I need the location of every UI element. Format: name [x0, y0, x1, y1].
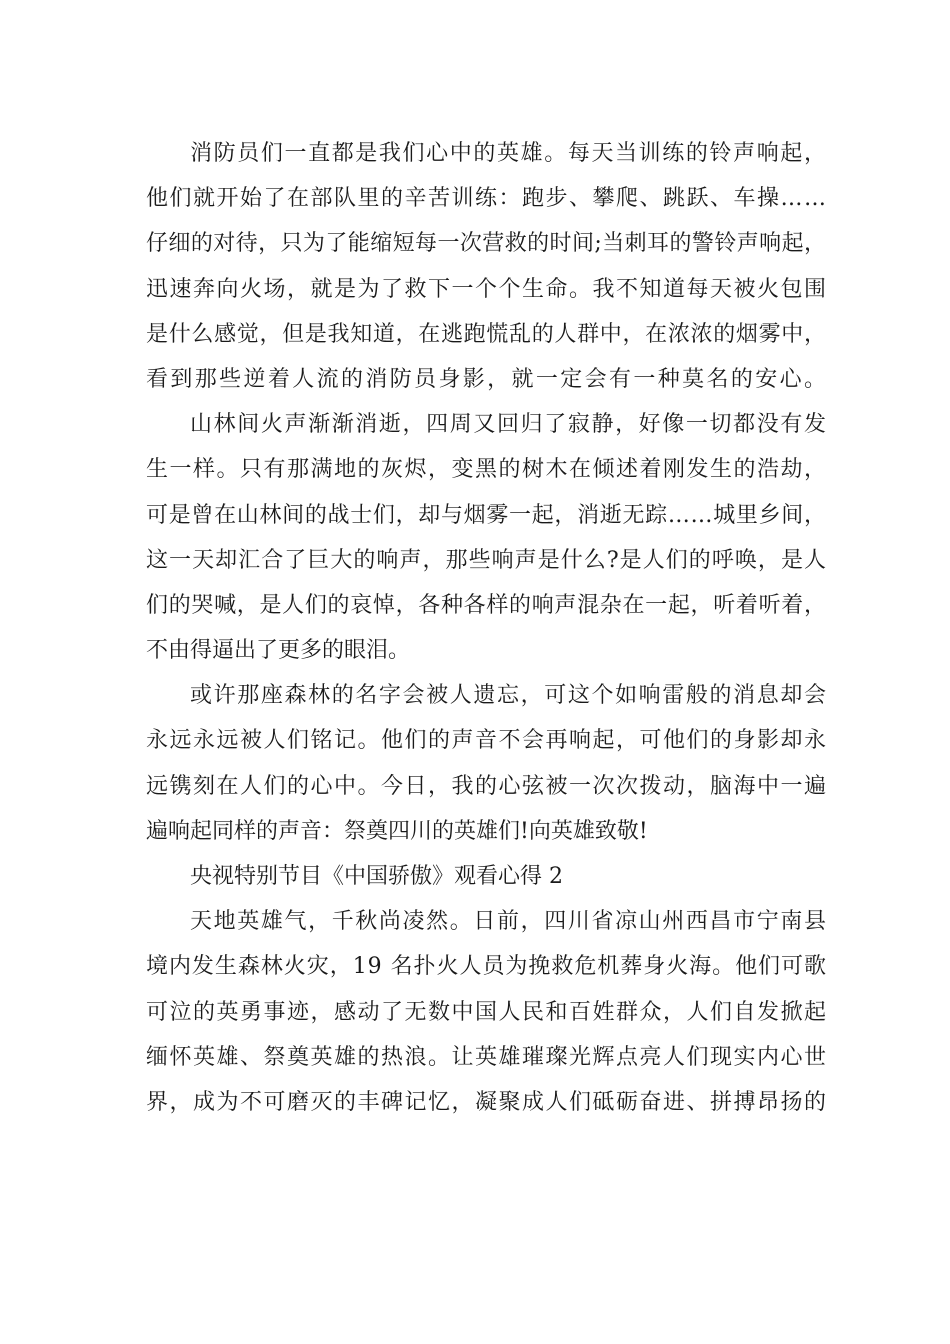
- text-line: 仔细的对待，只为了能缩短每一次营救的时间;当刺耳的警铃声响起，: [146, 231, 827, 257]
- text-line: 永远永远被人们铭记。他们的声音不会再响起，可他们的身影却永: [146, 728, 828, 754]
- text-line: 们的哭喊，是人们的哀悼，各种各样的响声混杂在一起，听着听着，: [146, 592, 827, 618]
- text-line: 境内发生森林火灾，19 名扑火人员为挽救危机葬身火海。他们可歌: [146, 954, 827, 980]
- text-line: 缅怀英雄、祭奠英雄的热浪。让英雄璀璨光辉点亮人们现实内心世: [146, 1044, 828, 1070]
- text-line: 山林间火声渐渐消逝，四周又回归了寂静，好像一切都没有发: [190, 412, 828, 438]
- text-line: 遍响起同样的声音：祭奠四川的英雄们!向英雄致敬!: [146, 818, 648, 844]
- text-line: 看到那些逆着人流的消防员身影，就一定会有一种莫名的安心。: [146, 366, 829, 392]
- text-line: 迅速奔向火场，就是为了救下一个个生命。我不知道每天被火包围: [146, 276, 828, 302]
- text-line: 界，成为不可磨灭的丰碑记忆，凝聚成人们砥砺奋进、拼搏昂扬的: [146, 1089, 828, 1115]
- text-line: 可泣的英勇事迹，感动了无数中国人民和百姓群众，人们自发掀起: [146, 999, 828, 1025]
- text-line: 不由得逼出了更多的眼泪。: [146, 638, 411, 664]
- text-line: 央视特别节目《中国骄傲》观看心得 2: [190, 864, 563, 889]
- text-line: 这一天却汇合了巨大的响声，那些响声是什么?是人们的呼唤，是人: [146, 547, 828, 573]
- text-line: 天地英雄气，千秋尚凌然。日前，四川省凉山州西昌市宁南县: [190, 909, 828, 935]
- document-body: [146, 131, 829, 1125]
- text-line: 是什么感觉，但是我知道，在逃跑慌乱的人群中，在浓浓的烟雾中，: [146, 321, 827, 347]
- text-line: 可是曾在山林间的战士们，却与烟雾一起，消逝无踪……城里乡间，: [146, 502, 827, 528]
- text-line: 他们就开始了在部队里的辛苦训练：跑步、攀爬、跳跃、车操……: [146, 186, 828, 212]
- text-line: 远镌刻在人们的心中。今日，我的心弦被一次次拨动，脑海中一遍: [146, 773, 828, 799]
- text-line: 消防员们一直都是我们心中的英雄。每天当训练的铃声响起，: [190, 141, 828, 166]
- text-line: 生一样。只有那满地的灰烬，变黑的树木在倾述着刚发生的浩劫，: [146, 457, 828, 483]
- text-line: 或许那座森林的名字会被人遗忘，可这个如响雷般的消息却会: [190, 683, 828, 709]
